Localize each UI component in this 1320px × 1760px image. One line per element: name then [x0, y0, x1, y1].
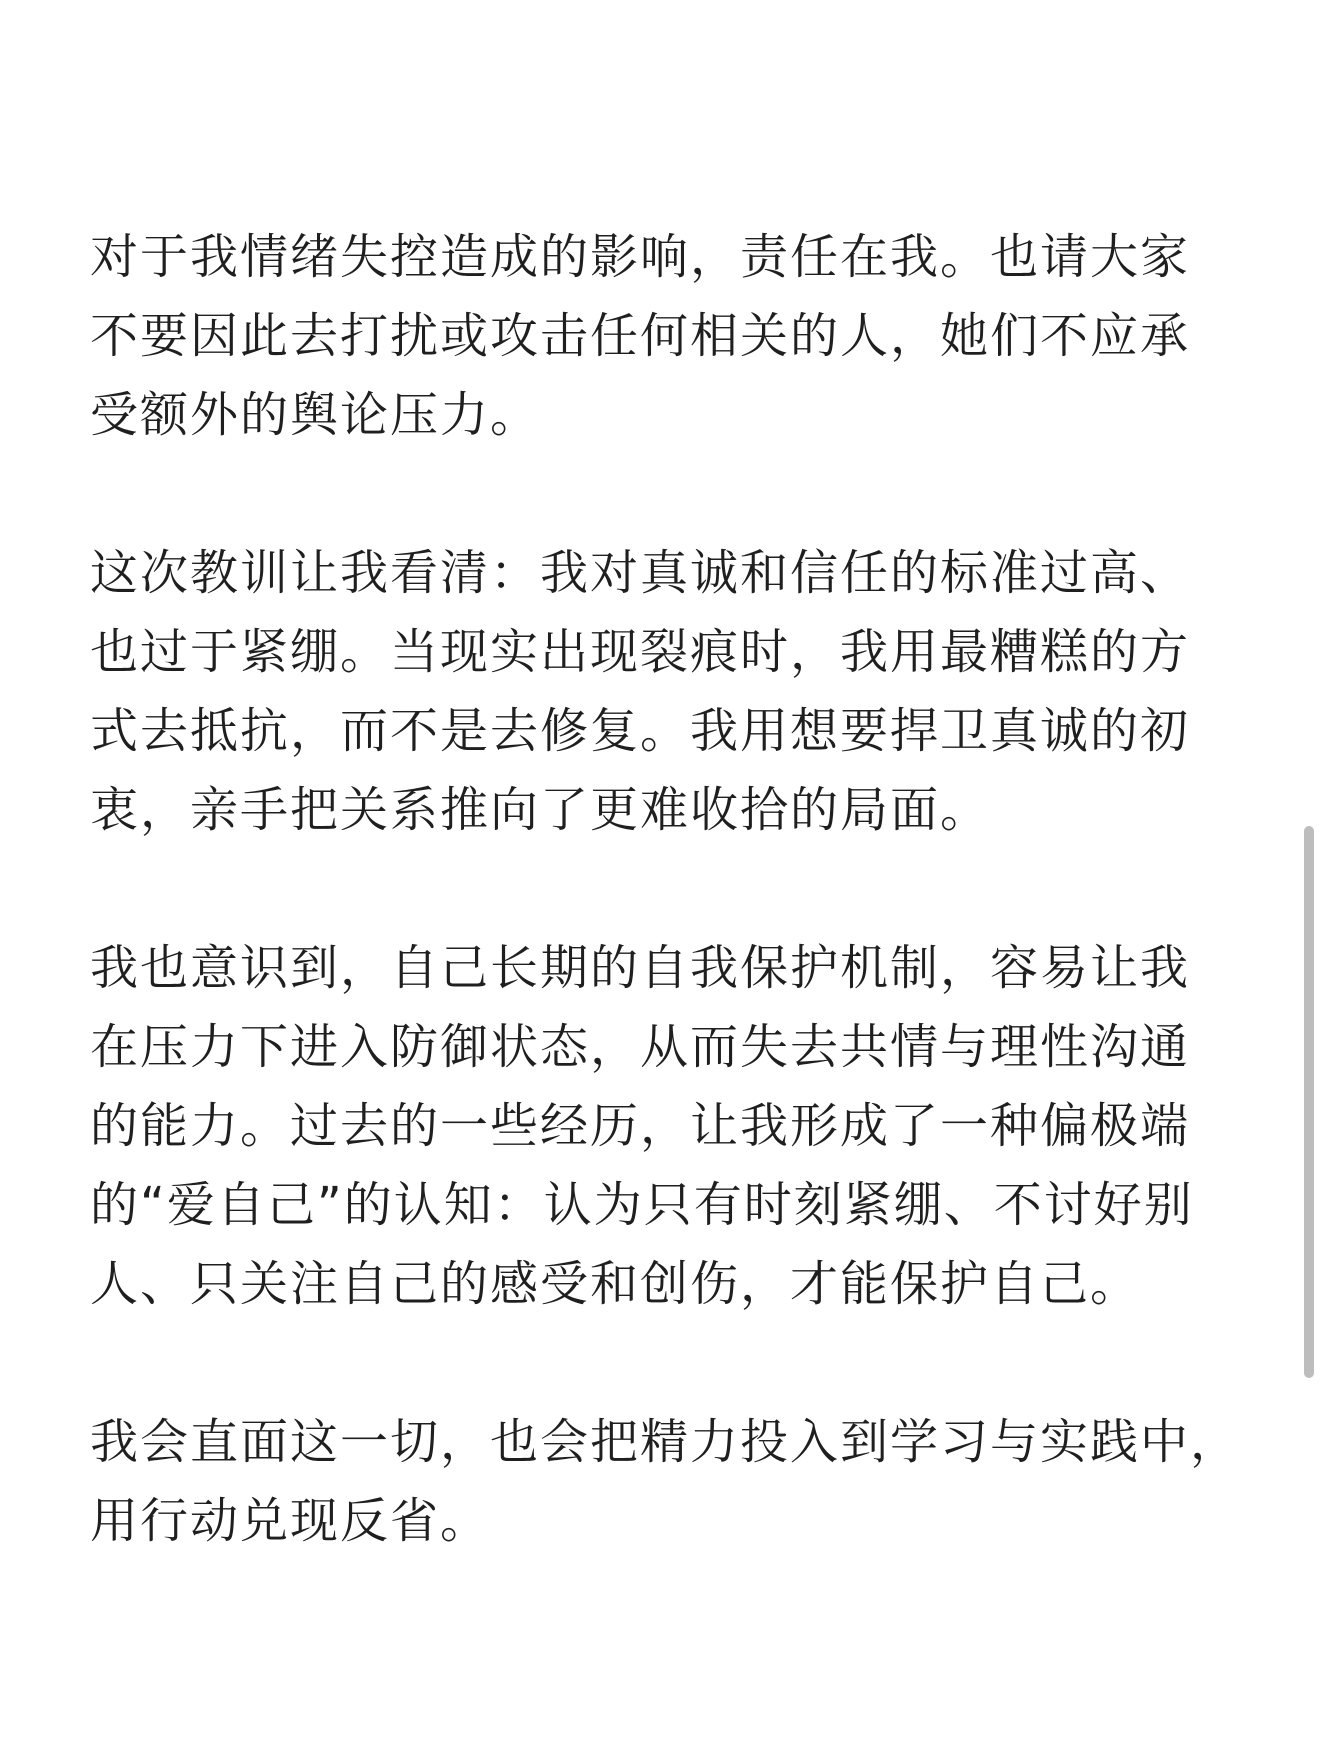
- paragraph-lesson: [90, 534, 1240, 850]
- paragraph-responsibility: [90, 218, 1240, 455]
- paragraph-line: 用行动兑现反省。: [90, 1493, 491, 1549]
- article-body: [90, 218, 1240, 1561]
- paragraph-line: 这次教训让我看清：我对真诚和信任的标准过高、: [90, 545, 1191, 601]
- paragraph-line: 对于我情绪失控造成的影响，责任在我。也请大家: [90, 229, 1191, 285]
- paragraph-line: 衷，亲手把关系推向了更难收拾的局面。: [90, 782, 991, 838]
- paragraph-line: 的能力。过去的一些经历，让我形成了一种偏极端: [90, 1098, 1191, 1154]
- paragraph-line: 不要因此去打扰或攻击任何相关的人，她们不应承: [90, 308, 1191, 364]
- paragraph-line: 式去抵抗，而不是去修复。我用想要捍卫真诚的初: [90, 703, 1191, 759]
- paragraph-line: 在压力下进入防御状态，从而失去共情与理性沟通: [90, 1019, 1191, 1075]
- paragraph-line: 我也意识到，自己长期的自我保护机制，容易让我: [90, 940, 1191, 996]
- paragraph-line: 我会直面这一切，也会把精力投入到学习与实践中，: [90, 1414, 1241, 1470]
- paragraph-line: 受额外的舆论压力。: [90, 387, 541, 443]
- paragraph-line: 的“爱自己”的认知：认为只有时刻紧绷、不讨好别: [90, 1177, 1194, 1233]
- scrollbar-thumb[interactable]: [1304, 826, 1314, 1378]
- paragraph-line: 人、只关注自己的感受和创伤，才能保护自己。: [90, 1256, 1141, 1312]
- vertical-scrollbar[interactable]: [1304, 0, 1318, 1760]
- paragraph-line: 也过于紧绷。当现实出现裂痕时，我用最糟糕的方: [90, 624, 1191, 680]
- paragraph-self-reflection: [90, 929, 1240, 1324]
- paragraph-commitment: [90, 1403, 1240, 1561]
